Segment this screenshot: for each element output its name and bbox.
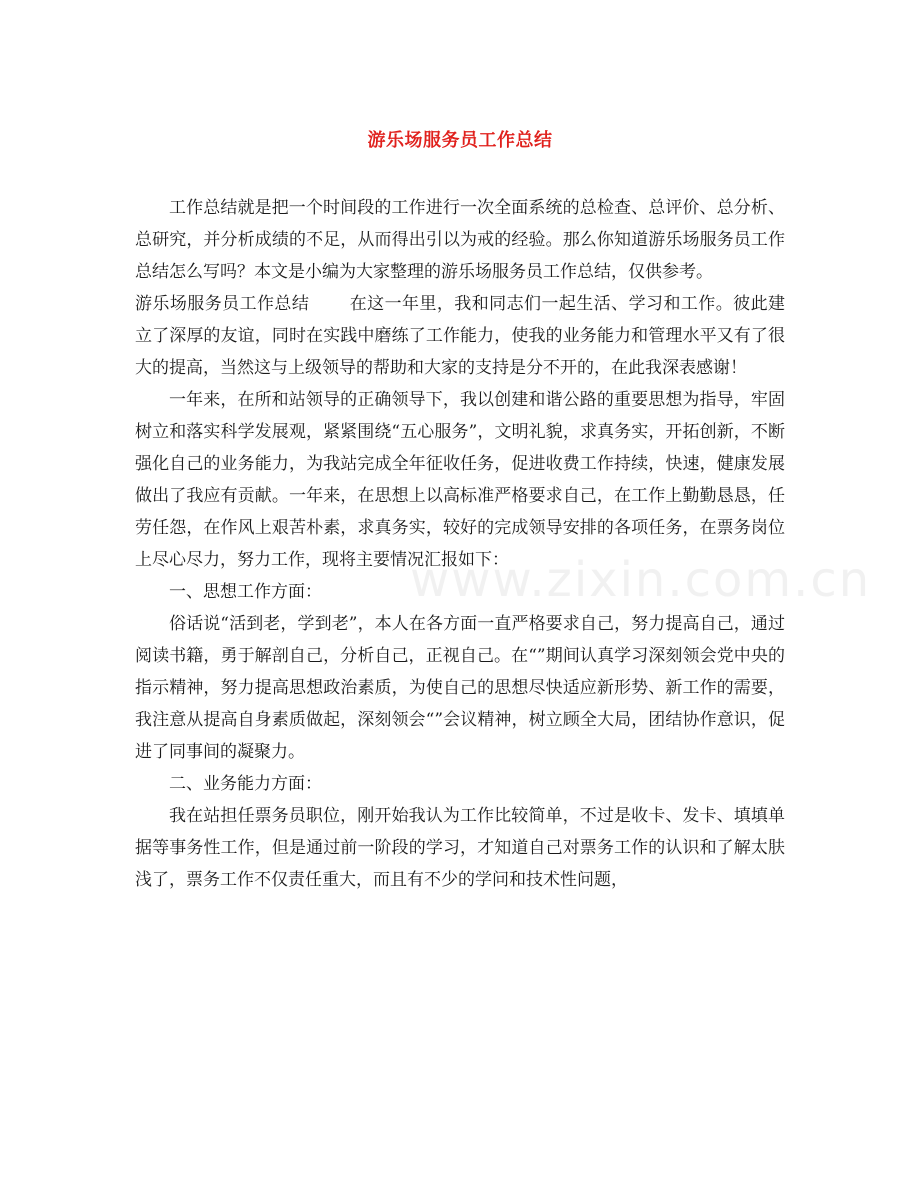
intro-paragraph: 工作总结就是把一个时间段的工作进行一次全面系统的总检查、总评价、总分析、总研究，并分析成绩的不足，从而得出引以为戒的经验。那么你知道游乐场服务员工作总结怎么写吗？本文是小编为大家整理的游乐场服务员工作总结，仅供参考。 — [135, 198, 785, 282]
subheading-paragraph — [135, 288, 785, 384]
document-body — [135, 192, 785, 896]
section-heading-2: 二、业务能力方面： — [169, 774, 322, 794]
paragraph-3: 俗话说“活到老，学到老”，本人在各方面一直严格要求自己，努力提高自己，通过阅读书籍，勇于解剖自己，分析自己，正视自己。在“”期间认真学习深刻领会党中央的指示精神，努力提高思想政治素质，为使自己的思想尽快适应新形势、新工作的需要，我注意从提高自身素质做起，深刻领会“”会议精神，树立顾全大局，团结协作意识，促进了同事间的凝聚力。 — [135, 614, 785, 762]
document-title: 游乐场服务员工作总结 — [367, 130, 553, 151]
paragraph-1: 在这一年里，我和同志们一起生活、学习和工作。彼此建立了深厚的友谊，同时在实践中磨练了工作能力，使我的业务能力和管理水平又有了很大的提高，当然这与上级领导的帮助和大家的支持是分不开的，在此我深表感谢！ — [135, 294, 786, 378]
paragraph-2: 一年来，在所和站领导的正确领导下，我以创建和谐公路的重要思想为指导，牢固树立和落实科学发展观，紧紧围绕“五心服务”，文明礼貌，求真务实，开拓创新，不断强化自己的业务能力，为我站完成全年征收任务，促进收费工作持续，快速，健康发展做出了我应有贡献。一年来，在思想上以高标准严格要求自己，在工作上勤勤恳恳，任劳任怨，在作风上艰苦朴素，求真务实，较好的完成领导安排的各项任务，在票务岗位上尽心尽力，努力工作，现将主要情况汇报如下： — [135, 390, 785, 570]
watermark: www.zixin.com.cn — [410, 552, 872, 608]
subheading: 游乐场服务员工作总结 — [135, 294, 310, 314]
paragraph-4: 我在站担任票务员职位，刚开始我认为工作比较简单，不过是收卡、发卡、填填单据等事务性工作，但是通过前一阶段的学习，才知道自己对票务工作的认识和了解太肤浅了，票务工作不仅责任重大，而且有不少的学问和技术性问题， — [135, 806, 785, 890]
section-heading-1: 一、思想工作方面： — [169, 582, 322, 602]
